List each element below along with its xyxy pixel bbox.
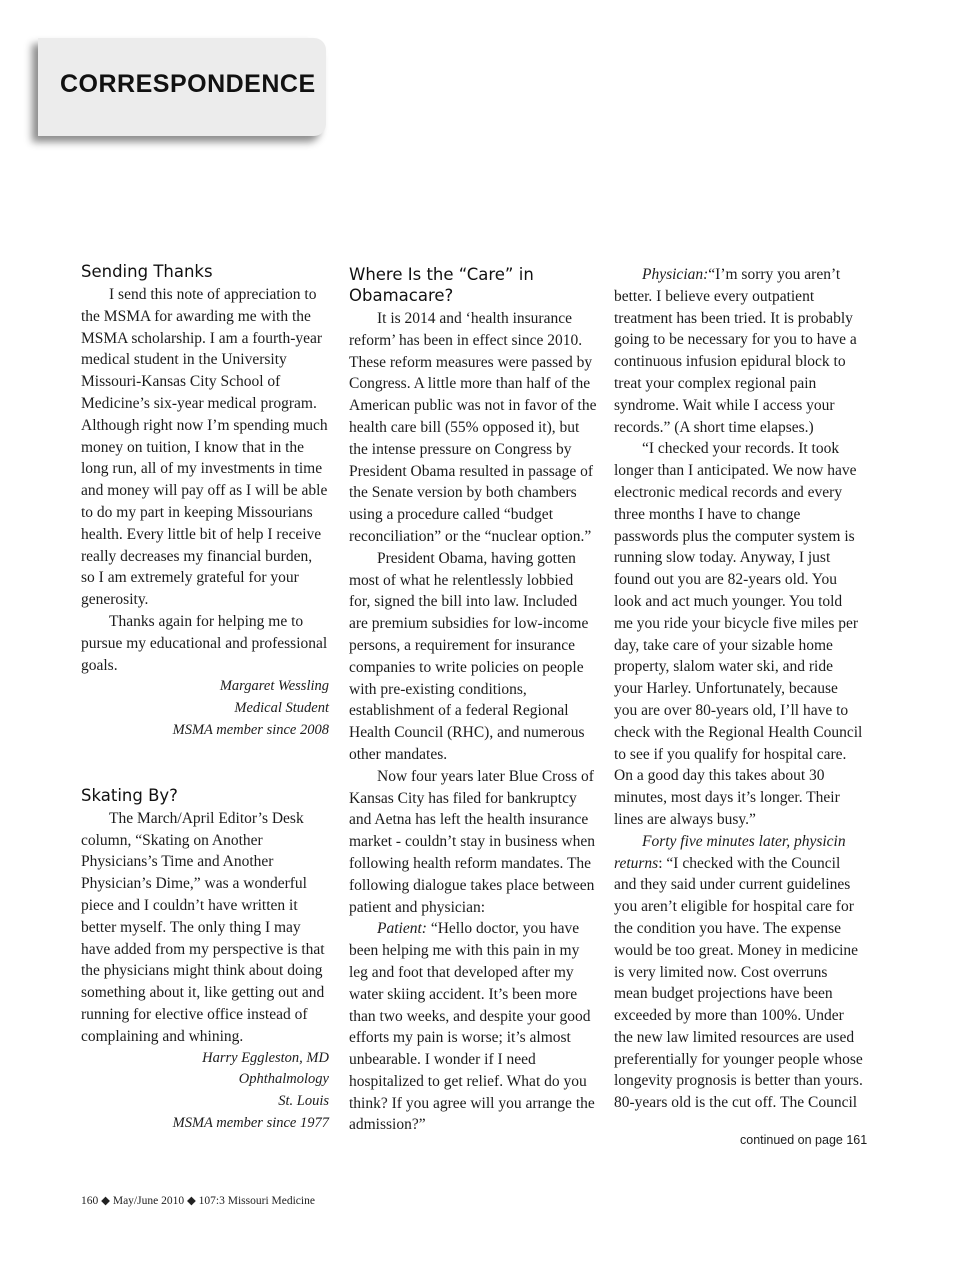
letter-paragraph: It is 2014 and ‘health insurance reform’ has been in effect since 2010. These reform measures were passed by Congress. A little more than half of the American public was not in favor of the health care bill (55% opposed it), but the intense pressure on Congress by President Obama resulted in passage of the Senate version by both chambers using a procedure called “budget reconciliation” or the “nuclear option.” — [349, 310, 597, 545]
section-title: CORRESPONDENCE — [60, 70, 316, 98]
column-2 — [349, 264, 597, 1136]
letter-paragraph: I send this note of appreciation to the MSMA for awarding me with the MSMA scholarship. I am a fourth-year medical student in the University Missouri-Kansas City School of Medicine’s six-year medical program. Although right now I’m spending much money on tuition, I know that in the long run, all of my investments in time and money will pay off as I will be able to do my part in keeping Missourians health. Every little bit of help I receive really decreases my financial burden, so I am extremely grateful for your generosity. — [81, 286, 328, 609]
dialogue-paragraph — [349, 918, 597, 1136]
speaker-label: Forty five minutes later, physicin returns — [614, 832, 846, 872]
signature-name: Harry Eggleston, MD — [202, 1049, 329, 1066]
letter-paragraph: Thanks again for helping me to pursue my educational and professional goals. — [81, 612, 328, 674]
dialogue-text: : “I checked with the Council and they said under current guidelines you aren’t eligible for hospital care for the condition you have. The expense would be too great. Money in medicine is very limited now. Cost overruns mean budget projections have been exceeded by more than 100%. Under the new law limited resources are used preferentially for younger people whose longevity prognosis is better than yours. 80-years old is the cut off. The Council — [614, 854, 863, 1112]
letter-heading: Sending Thanks — [81, 262, 213, 281]
signature-title: Medical Student — [234, 700, 329, 717]
dialogue-text: “I’m sorry you aren’t better. I believe every outpatient treatment has been tried. It is probably going to be necessary for you to have a continuous infusion epidural block to treat your complex regional pain syndrome. Wait while I access your records.” (A short time elapses.) — [614, 266, 857, 436]
column-3 — [614, 264, 864, 1114]
signature-membership: MSMA member since 1977 — [172, 1114, 329, 1131]
section-header-tab — [38, 38, 326, 136]
continued-notice: continued on page 161 — [740, 1133, 868, 1147]
dialogue-text: “Hello doctor, you have been helping me with this pain in my leg and foot that developed after my water skiing accident. It’s been more than two weeks, and despite your good efforts my pain is worse; it’s almost unbearable. I wonder if I need hospitalized to get relief. What do you think? If you agree will you arrange the admission?” — [349, 920, 595, 1134]
letter-paragraph: The March/April Editor’s Desk column, “Skating on Another Physicians’s Time and Another Physician’s Dime,” was a wonderful piece and I couldn’t have written it better myself. The only thing I may have added from my perspective is that the physicians might think about doing something about it, like getting out and running for elective office instead of complaining and whining. — [81, 809, 325, 1045]
dialogue-paragraph — [614, 264, 864, 438]
signature-name: Margaret Wessling — [219, 678, 329, 695]
dialogue-paragraph — [614, 831, 864, 1114]
letter-paragraph: President Obama, having gotten most of what he relentlessly lobbied for, signed the bill into law. Included are premium subsidies for low-income persons, a requirement for insurance companies to write policies on people with pre-existing conditions, establishment of a federal Regional Health Council (RHC), and numerous other mandates. — [349, 549, 589, 763]
signature-city: St. Louis — [278, 1093, 329, 1110]
speaker-label: Patient: — [377, 920, 427, 938]
page-footer: 160 ◆ May/June 2010 ◆ 107:3 Missouri Medicine — [81, 1195, 315, 1207]
speaker-label: Physician: — [642, 266, 709, 283]
letter-paragraph: Now four years later Blue Cross of Kansas City has filed for bankruptcy and Aetna has left the health insurance market - couldn’t stay in business when following health reform mandates. The following dialogue takes place between patient and physician: — [349, 767, 595, 916]
letter-heading: Where Is the “Care” in Obamacare? — [349, 265, 534, 305]
signature-membership: MSMA member since 2008 — [172, 721, 329, 738]
dialogue-paragraph: “I checked your records. It took longer than I anticipated. We now have electronic medical records and every three months I have to change passwords plus the computer system is running slow today. Anyway, I just found out you are 82-years old. You look and act much younger. You told me you ride your bicycle five miles per day, take care of your sizable home property, slalom water ski, and ride your Harley. Unfortunately, because you are over 80-years old, I’ll have to check with the Regional Health Council to see if you qualify for hospital care. On a good day this takes about 30 minutes, most days it’s longer. Their lines are always busy.” — [614, 440, 863, 828]
signature-specialty: Ophthalmology — [238, 1071, 329, 1088]
letter-heading: Skating By? — [81, 785, 178, 805]
column-1 — [81, 261, 329, 1135]
